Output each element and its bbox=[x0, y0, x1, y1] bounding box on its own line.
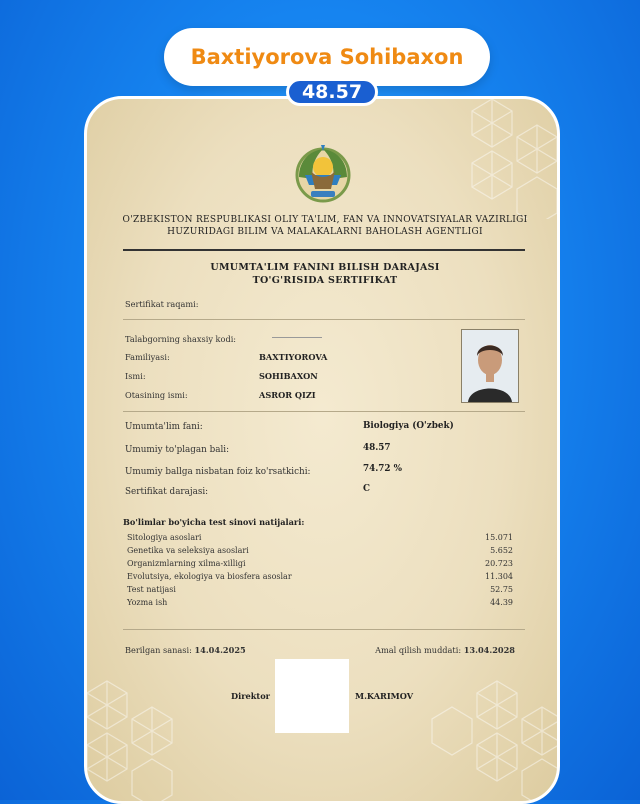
personal-code-label: Talabgorning shaxsiy kodi: bbox=[125, 334, 237, 344]
section-name: Evolutsiya, ekologiya va biosfera asoslar bbox=[127, 572, 292, 581]
student-photo bbox=[461, 329, 519, 403]
personal-code-redacted bbox=[272, 337, 322, 338]
issuing-organization bbox=[107, 214, 543, 238]
section-name: Test natijasi bbox=[127, 585, 176, 594]
issued-label: Berilgan sanasi: bbox=[125, 645, 192, 655]
corner-pattern-top-right bbox=[417, 96, 560, 219]
section-name: Organizmlarning xilma-xilligi bbox=[127, 559, 246, 568]
surname-label: Familiyasi: bbox=[125, 352, 170, 362]
section-score: 15.071 bbox=[485, 533, 513, 542]
first-name-label: Ismi: bbox=[125, 371, 146, 381]
issued-date: 14.04.2025 bbox=[194, 645, 246, 655]
level-label: Sertifikat darajasi: bbox=[125, 487, 209, 497]
title-line-1: UMUMTA'LIM FANINI BILISH DARAJASI bbox=[210, 262, 440, 273]
subject-label: Umumta'lim fani: bbox=[125, 422, 203, 432]
student-name: Baxtiyorova Sohibaxon bbox=[190, 45, 464, 69]
certificate-card bbox=[84, 96, 560, 804]
org-line-2: HUZURIDAGI BILIM VA MALAKALARNI BAHOLASH AGENTLIGI bbox=[167, 227, 483, 237]
org-line-1: O'ZBEKISTON RESPUBLIKASI OLIY TA'LIM, FAN VA INNOVATSIYALAR VAZIRLIGI bbox=[122, 215, 528, 225]
header-divider bbox=[123, 249, 525, 251]
score-badge bbox=[286, 78, 378, 106]
surname-value: BAXTIYOROVA bbox=[259, 352, 328, 362]
section-score: 52.75 bbox=[490, 585, 513, 594]
state-emblem-icon bbox=[291, 141, 355, 205]
divider bbox=[123, 629, 525, 630]
patronymic-label: Otasining ismi: bbox=[125, 390, 188, 400]
total-score-label: Umumiy to'plagan bali: bbox=[125, 445, 230, 455]
section-score: 11.304 bbox=[485, 572, 513, 581]
level-value: C bbox=[363, 484, 371, 494]
corner-pattern-bottom-left bbox=[84, 661, 227, 804]
divider bbox=[123, 411, 525, 412]
section-score: 20.723 bbox=[485, 559, 513, 568]
patronymic-value: ASROR QIZI bbox=[259, 390, 316, 400]
certificate-title bbox=[107, 261, 543, 287]
corner-pattern-bottom-right bbox=[387, 661, 560, 804]
valid-label: Amal qilish muddati: bbox=[375, 645, 462, 655]
signature-redacted bbox=[275, 659, 349, 733]
director-name: M.KARIMOV bbox=[355, 691, 414, 701]
subject-value: Biologiya (O'zbek) bbox=[363, 421, 454, 431]
section-score: 5.652 bbox=[490, 546, 513, 555]
divider bbox=[123, 319, 525, 320]
total-score-value: 48.57 bbox=[363, 443, 391, 453]
score-value: 48.57 bbox=[301, 81, 363, 103]
sections-heading: Bo'limlar bo'yicha test sinovi natijalari: bbox=[123, 517, 305, 527]
section-score: 44.39 bbox=[490, 598, 513, 607]
first-name-value: SOHIBAXON bbox=[259, 371, 318, 381]
section-name: Genetika va seleksiya asoslari bbox=[127, 546, 249, 555]
section-name: Sitologiya asoslari bbox=[127, 533, 202, 542]
issued-date-field bbox=[125, 645, 246, 655]
director-label: Direktor bbox=[231, 691, 270, 701]
percent-label: Umumiy ballga nisbatan foiz ko'rsatkichi: bbox=[125, 467, 311, 477]
valid-until-field bbox=[375, 645, 515, 655]
valid-date: 13.04.2028 bbox=[463, 645, 515, 655]
cert-number-label: Sertifikat raqami: bbox=[125, 299, 199, 309]
percent-value: 74.72 % bbox=[363, 464, 402, 474]
title-line-2: TO'G'RISIDA SERTIFIKAT bbox=[252, 275, 398, 286]
section-name: Yozma ish bbox=[127, 598, 168, 607]
